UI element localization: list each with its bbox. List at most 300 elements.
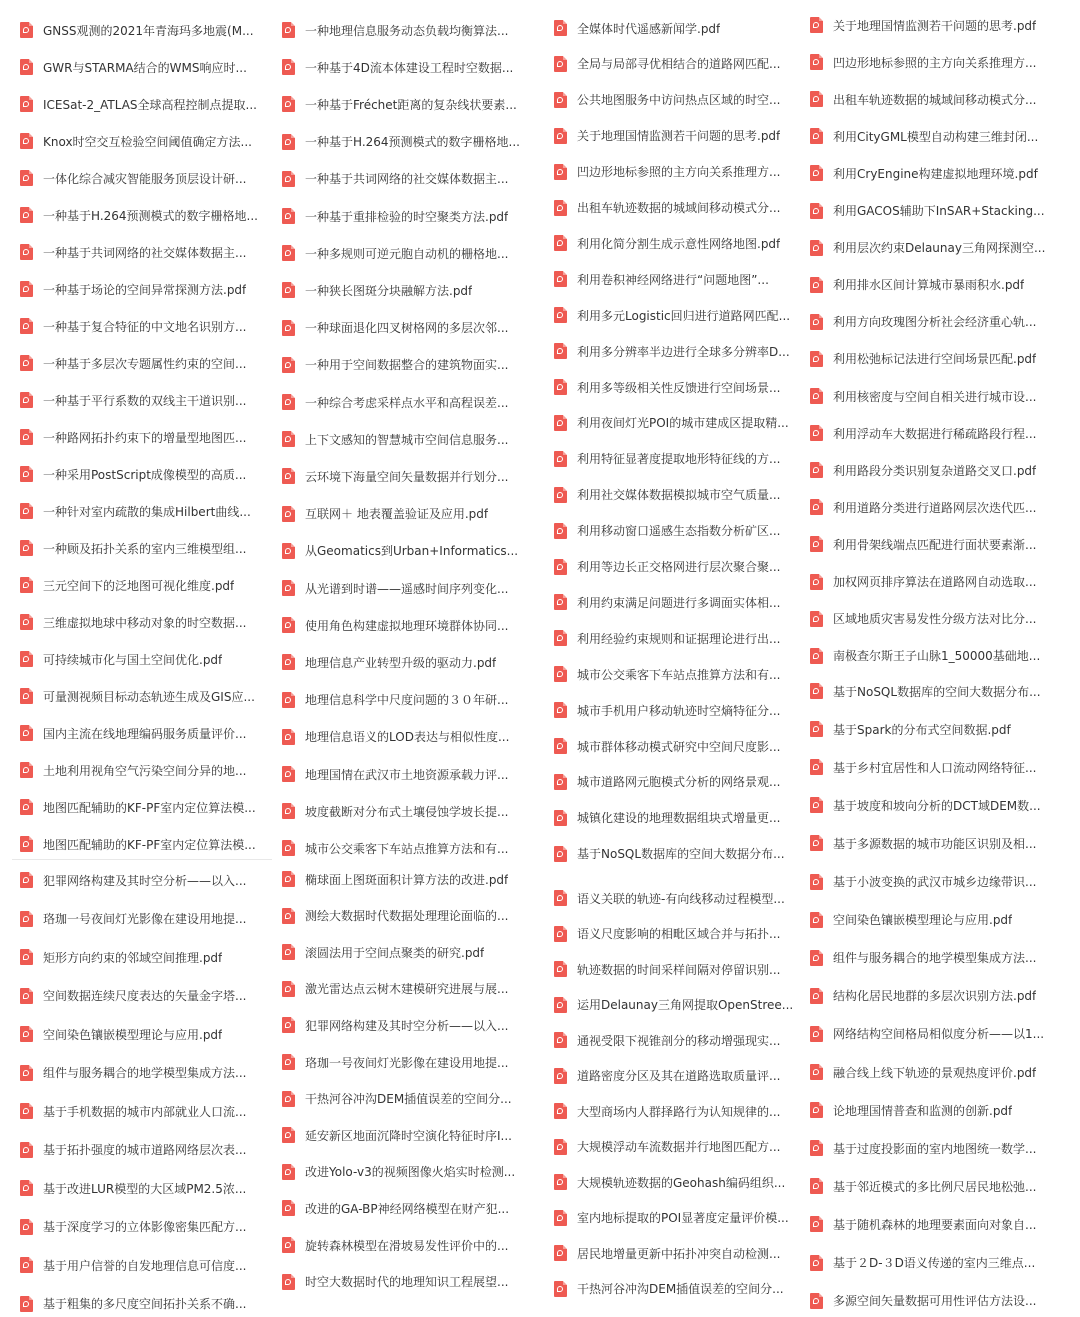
file-item[interactable]	[554, 15, 720, 41]
pdf-file-icon	[20, 799, 33, 815]
file-item[interactable]	[810, 716, 1011, 742]
file-item[interactable]	[554, 302, 790, 328]
file-item[interactable]	[554, 482, 780, 508]
file-item[interactable]	[810, 531, 1036, 557]
pdf-file-icon	[810, 314, 823, 330]
file-name: 一种基于复合特征的中文地名识别方...	[43, 319, 247, 334]
file-item[interactable]	[20, 54, 247, 80]
file-item[interactable]	[554, 1276, 784, 1302]
file-name: 空间染色镶嵌模型理论与应用.pdf	[833, 913, 1013, 928]
file-item[interactable]	[282, 976, 508, 1002]
file-item[interactable]	[282, 761, 508, 787]
pdf-file-icon	[20, 96, 33, 112]
pdf-file-icon	[810, 351, 823, 367]
file-item[interactable]	[554, 697, 780, 723]
file-item[interactable]	[20, 313, 246, 339]
file-name: 基于粗集的多尺度空间拓扑关系不确...	[43, 1297, 247, 1311]
pdf-file-icon	[554, 487, 567, 503]
file-item[interactable]	[282, 538, 518, 564]
file-item[interactable]	[282, 575, 508, 601]
pdf-file-icon	[282, 1017, 295, 1033]
file-item[interactable]	[810, 907, 1012, 933]
file-item[interactable]	[810, 792, 1041, 818]
file-item[interactable]	[282, 1012, 508, 1038]
file-name: 改进的GA-BP神经网络模型在财产犯...	[305, 1201, 510, 1216]
file-item[interactable]	[810, 494, 1036, 520]
file-item[interactable]	[20, 983, 246, 1009]
pdf-file-icon	[810, 1026, 823, 1042]
pdf-file-icon	[810, 835, 823, 851]
pdf-file-icon	[554, 1281, 567, 1297]
file-name: 矩形方向约束的邻域空间推理.pdf	[43, 950, 223, 965]
file-item[interactable]	[810, 457, 1036, 483]
file-item[interactable]	[20, 239, 246, 265]
pdf-file-icon	[282, 59, 295, 75]
file-item[interactable]	[282, 1159, 515, 1185]
file-item[interactable]	[554, 733, 780, 759]
file-item[interactable]	[554, 921, 780, 947]
file-item[interactable]	[282, 939, 484, 965]
pdf-file-icon	[554, 523, 567, 539]
file-item[interactable]	[20, 683, 255, 709]
file-item[interactable]	[554, 956, 780, 982]
file-name: 利用骨架线端点匹配进行面状要素渐...	[833, 537, 1037, 552]
file-name: 利用核密度与空间自相关进行城市设...	[833, 389, 1037, 404]
file-name: 基于小波变换的武汉市城乡边缘带识...	[833, 875, 1037, 889]
pdf-file-icon	[554, 1245, 567, 1261]
file-item[interactable]	[554, 51, 780, 77]
file-name: 一种基于重排检验的时空聚类方法.pdf	[305, 209, 509, 224]
file-item[interactable]	[282, 54, 513, 80]
file-item[interactable]	[554, 230, 780, 256]
file-item[interactable]	[810, 1097, 1012, 1123]
file-item[interactable]	[20, 1291, 246, 1317]
file-item[interactable]	[810, 346, 1036, 372]
file-item[interactable]	[282, 866, 508, 892]
file-item[interactable]	[282, 798, 508, 824]
pdf-file-icon	[20, 1180, 33, 1196]
pdf-file-icon	[810, 388, 823, 404]
pdf-file-icon	[282, 766, 295, 782]
file-item[interactable]	[810, 123, 1038, 149]
file-name: 融合线上线下轨迹的景观热度评价.pdf	[833, 1065, 1037, 1080]
file-item[interactable]	[20, 128, 252, 154]
file-name: 珞珈一号夜间灯光影像在建设用地提...	[305, 1055, 509, 1070]
file-item[interactable]	[554, 841, 785, 867]
file-name: 利用CryEngine构建虚拟地理环境.pdf	[833, 166, 1038, 181]
file-name: 土地利用视角空气污染空间分异的地...	[43, 763, 247, 778]
file-name: 干热河谷冲沟DEM插值误差的空间分...	[577, 1282, 784, 1296]
file-item[interactable]	[20, 906, 246, 932]
file-item[interactable]	[282, 389, 508, 415]
pdf-file-icon	[810, 425, 823, 441]
pdf-file-icon	[554, 1139, 567, 1155]
pdf-file-icon	[554, 630, 567, 646]
file-item[interactable]	[20, 794, 256, 820]
pdf-file-icon	[554, 1174, 567, 1190]
file-item[interactable]	[20, 276, 246, 302]
file-item[interactable]	[20, 165, 246, 191]
file-name: 利用约束满足问题进行多调面实体相...	[577, 595, 781, 610]
pdf-file-icon	[20, 540, 33, 556]
pdf-file-icon	[554, 890, 567, 906]
file-name: 从Geomatics到Urban+Informatics...	[305, 544, 519, 559]
file-item[interactable]	[282, 1269, 508, 1295]
file-name: 道路密度分区及其在道路选取质量评...	[577, 1069, 781, 1083]
pdf-file-icon	[282, 96, 295, 112]
file-item[interactable]	[20, 202, 258, 228]
file-item[interactable]	[810, 1021, 1044, 1047]
pdf-file-icon	[810, 874, 823, 890]
pdf-file-icon	[282, 1237, 295, 1253]
file-item[interactable]	[810, 1211, 1036, 1237]
file-item[interactable]	[282, 352, 508, 378]
file-item[interactable]	[282, 687, 508, 713]
file-name: 利用CityGML模型自动构建三维封闭...	[833, 129, 1039, 144]
file-name: 一种针对室内疏散的集成Hilbert曲线...	[43, 504, 251, 519]
file-name: 利用经验约束规则和证据理论进行出...	[577, 631, 781, 646]
file-item[interactable]	[554, 1063, 780, 1089]
pdf-file-icon	[20, 503, 33, 519]
file-item[interactable]	[554, 1027, 780, 1053]
pdf-file-icon	[20, 59, 33, 75]
file-name: 城市手机用户移动轨迹时空熵特征分...	[577, 703, 781, 718]
file-name: ICESat-2_ATLAS全球高程控制点提取...	[43, 97, 257, 112]
file-name: 空间染色镶嵌模型理论与应用.pdf	[43, 1027, 223, 1042]
file-name: 一种多规则可逆元胞自动机的栅格地...	[305, 246, 509, 261]
pdf-file-icon	[810, 950, 823, 966]
pdf-file-icon	[20, 318, 33, 334]
file-item[interactable]	[810, 569, 1036, 595]
pdf-file-icon	[282, 908, 295, 924]
file-item[interactable]	[810, 160, 1038, 186]
file-name: 利用特征显著度提取地形特征线的方...	[577, 452, 781, 467]
pdf-file-icon	[810, 128, 823, 144]
pdf-file-icon	[554, 1210, 567, 1226]
file-item[interactable]	[810, 606, 1036, 632]
file-name: 利用卷积神经网络进行“问题地图”...	[577, 272, 769, 287]
file-item[interactable]	[810, 945, 1036, 971]
file-item[interactable]	[20, 535, 246, 561]
file-item[interactable]	[20, 498, 251, 524]
pdf-file-icon	[810, 797, 823, 813]
pdf-file-icon	[20, 466, 33, 482]
file-item[interactable]	[810, 420, 1036, 446]
pdf-file-icon	[554, 738, 567, 754]
pdf-file-icon	[20, 836, 33, 852]
pdf-file-icon	[554, 415, 567, 431]
file-name: 利用GACOS辅助下InSAR+Stacking...	[833, 204, 1045, 218]
file-item[interactable]	[282, 903, 508, 929]
pdf-file-icon	[282, 22, 295, 38]
file-name: 利用松弛标记法进行空间场景匹配.pdf	[833, 352, 1037, 367]
file-item[interactable]	[810, 198, 1045, 224]
file-item[interactable]	[20, 720, 246, 746]
file-item[interactable]	[20, 1252, 246, 1278]
file-name: 关于地理国情监测若干问题的思考.pdf	[833, 18, 1037, 33]
file-item[interactable]	[20, 1214, 246, 1240]
file-item[interactable]	[20, 350, 246, 376]
file-item[interactable]	[282, 17, 508, 43]
pdf-file-icon	[810, 721, 823, 737]
file-item[interactable]	[810, 983, 1036, 1009]
file-item[interactable]	[554, 338, 790, 364]
file-item[interactable]	[554, 195, 780, 221]
file-item[interactable]	[554, 446, 780, 472]
pdf-file-icon	[554, 702, 567, 718]
file-item[interactable]	[810, 383, 1036, 409]
pdf-file-icon	[810, 988, 823, 1004]
file-name: 全媒体时代遥感新闻学.pdf	[577, 21, 721, 36]
file-item[interactable]	[554, 805, 780, 831]
pdf-file-icon	[554, 343, 567, 359]
file-item[interactable]	[20, 1060, 246, 1086]
pdf-file-icon	[20, 1296, 33, 1312]
pdf-file-icon	[20, 429, 33, 445]
file-item[interactable]	[282, 649, 496, 675]
pdf-file-icon	[282, 1054, 295, 1070]
file-item[interactable]	[282, 129, 520, 155]
pdf-file-icon	[20, 872, 33, 888]
file-item[interactable]	[20, 572, 234, 598]
file-name: 通视受限下视锥剖分的移动增强现实...	[577, 1033, 781, 1048]
pdf-file-icon	[282, 580, 295, 596]
file-name: 城镇化建设的地理数据组块式增量更...	[577, 811, 781, 826]
pdf-file-icon	[282, 1127, 295, 1143]
file-name: 论地理国情普查和监测的创新.pdf	[833, 1103, 1013, 1118]
file-item[interactable]	[20, 17, 254, 43]
file-item[interactable]	[554, 1134, 780, 1160]
file-name: 凹边形地标参照的主方向关系推理方...	[577, 165, 781, 180]
pdf-file-icon	[282, 134, 295, 150]
file-name: 互联网＋ 地表覆盖验证及应用.pdf	[305, 507, 489, 522]
file-name: 坡度截断对分布式土壤侵蚀学坡长提...	[305, 804, 509, 819]
file-item[interactable]	[554, 159, 780, 185]
file-name: 地理国情在武汉市土地资源承载力评...	[305, 767, 509, 782]
pdf-file-icon	[554, 307, 567, 323]
file-item[interactable]	[282, 1122, 512, 1148]
file-item[interactable]	[810, 49, 1036, 75]
file-item[interactable]	[810, 1250, 1035, 1276]
file-name: 室内地标提取的POI显著度定量评价模...	[577, 1211, 789, 1225]
file-name: 城市群体移动模式研究中空间尺度影...	[577, 739, 781, 754]
file-name: 利用方向玫瑰图分析社会经济重心轨...	[833, 315, 1037, 330]
file-item[interactable]	[810, 643, 1040, 669]
file-item[interactable]	[810, 678, 1041, 704]
file-item[interactable]	[282, 1086, 512, 1112]
file-name: 旋转森林模型在滑坡易发性评价中的...	[305, 1238, 509, 1253]
file-item[interactable]	[810, 12, 1036, 38]
pdf-file-icon	[282, 944, 295, 960]
file-item[interactable]	[554, 1205, 789, 1231]
file-item[interactable]	[554, 885, 785, 911]
file-name: 地图匹配辅助的KF-PF室内定位算法模...	[43, 800, 256, 815]
pdf-file-icon	[282, 431, 295, 447]
file-name: 珞珈一号夜间灯光影像在建设用地提...	[43, 912, 247, 926]
file-name: 一种基于场论的空间异常探测方法.pdf	[43, 282, 247, 297]
pdf-file-icon	[20, 207, 33, 223]
file-item[interactable]	[20, 831, 256, 857]
pdf-file-icon	[20, 1219, 33, 1235]
file-item[interactable]	[554, 123, 780, 149]
file-item[interactable]	[810, 1288, 1036, 1314]
pdf-file-icon	[20, 1065, 33, 1081]
file-item[interactable]	[282, 501, 488, 527]
file-item[interactable]	[20, 461, 246, 487]
file-item[interactable]	[554, 518, 780, 544]
file-item[interactable]	[554, 87, 780, 113]
file-name: 三维虚拟地球中移动对象的时空数据...	[43, 615, 247, 630]
file-item[interactable]	[554, 1098, 780, 1124]
pdf-file-icon	[810, 499, 823, 515]
file-name: 一种用于空间数据整合的建筑物面实...	[305, 358, 509, 373]
file-item[interactable]	[282, 91, 517, 117]
file-name: 地图匹配辅助的KF-PF室内定位算法模...	[43, 837, 256, 852]
file-name: 区域地质灾害易发性分级方法对比分...	[833, 612, 1037, 627]
file-item[interactable]	[20, 1175, 246, 1201]
file-item[interactable]	[554, 410, 789, 436]
pdf-file-icon	[554, 559, 567, 575]
file-name: 一种顾及拓扑关系的室内三维模型组...	[43, 541, 247, 556]
file-item[interactable]	[282, 1195, 509, 1221]
file-name: 一种基于共词网络的社交媒体数据主...	[43, 245, 247, 260]
file-name: 可量测视频目标动态轨迹生成及GIS应...	[43, 689, 255, 704]
file-item[interactable]	[20, 867, 246, 893]
file-name: 延安新区地面沉降时空演化特征时序I...	[305, 1128, 512, 1143]
file-name: 一种基于H.264预测模式的数字栅格地...	[305, 135, 520, 150]
file-name: 地理信息语义的LOD表达与相似性度...	[305, 730, 510, 745]
file-name: 一种基于4D流本体建设工程时空数据...	[305, 60, 514, 75]
file-item[interactable]	[282, 724, 509, 750]
file-name: 一种基于Fréchet距离的复杂线状要素...	[305, 97, 517, 112]
file-name: 利用层次约束Delaunay三角网探测空...	[833, 241, 1046, 256]
file-item[interactable]	[20, 1098, 246, 1124]
pdf-file-icon	[20, 762, 33, 778]
file-item[interactable]	[20, 944, 222, 970]
pdf-file-icon	[810, 462, 823, 478]
pdf-file-icon	[554, 379, 567, 395]
file-item[interactable]	[282, 203, 508, 229]
pdf-file-icon	[20, 614, 33, 630]
pdf-file-icon	[282, 840, 295, 856]
file-name: 云环境下海量空间矢量数据并行划分...	[305, 469, 509, 484]
file-item[interactable]	[810, 86, 1036, 112]
file-name: 一种狭长图斑分块融解方法.pdf	[305, 283, 473, 298]
pdf-file-icon	[282, 803, 295, 819]
file-item[interactable]	[810, 1135, 1036, 1161]
pdf-file-icon	[282, 357, 295, 373]
file-item[interactable]	[20, 757, 246, 783]
pdf-file-icon	[554, 774, 567, 790]
file-name: 基于手机数据的城市内部就业人口流...	[43, 1104, 247, 1119]
file-name: 时空大数据时代的地理知识工程展望...	[305, 1275, 509, 1290]
file-name: 基于深度学习的立体影像密集匹配方...	[43, 1220, 247, 1234]
file-item[interactable]	[554, 769, 780, 795]
file-item[interactable]	[810, 754, 1036, 780]
file-name: 干热河谷冲沟DEM插值误差的空间分...	[305, 1092, 512, 1107]
pdf-file-icon	[282, 1200, 295, 1216]
pdf-file-icon	[810, 536, 823, 552]
file-item[interactable]	[282, 240, 508, 266]
file-item[interactable]	[282, 315, 508, 341]
file-name: 利用路段分类识别复杂道路交叉口.pdf	[833, 463, 1037, 478]
file-item[interactable]	[554, 1169, 785, 1195]
pdf-file-icon	[282, 654, 295, 670]
file-item[interactable]	[554, 374, 780, 400]
file-name: 改进Yolo-v3的视频图像火焰实时检测...	[305, 1165, 516, 1180]
file-item[interactable]	[554, 661, 780, 687]
pdf-file-icon	[554, 200, 567, 216]
file-item[interactable]	[554, 266, 769, 292]
pdf-file-icon	[554, 128, 567, 144]
file-item[interactable]	[20, 424, 246, 450]
divider	[12, 859, 272, 860]
file-item[interactable]	[810, 830, 1036, 856]
file-item[interactable]	[20, 1021, 222, 1047]
file-item[interactable]	[554, 589, 780, 615]
file-name: 利用排水区间计算城市暴雨积水.pdf	[833, 278, 1025, 293]
file-item[interactable]	[554, 625, 780, 651]
file-name: 地理信息科学中尺度问题的３０年研...	[305, 693, 509, 708]
file-name: 组件与服务耦合的地学模型集成方法...	[833, 951, 1037, 966]
pdf-file-icon	[810, 277, 823, 293]
file-item[interactable]	[810, 235, 1045, 261]
file-name: 一体化综合减灾智能服务顶层设计研...	[43, 171, 247, 186]
pdf-file-icon	[282, 1164, 295, 1180]
file-item[interactable]	[554, 992, 793, 1018]
file-name: 多源空间矢量数据可用性评估方法设...	[833, 1294, 1037, 1309]
file-name: 地理信息产业转型升级的驱动力.pdf	[305, 655, 497, 670]
pdf-file-icon	[20, 355, 33, 371]
file-item[interactable]	[282, 1232, 508, 1258]
file-item[interactable]	[282, 166, 508, 192]
file-item[interactable]	[282, 277, 472, 303]
file-item[interactable]	[282, 426, 508, 452]
file-name: 出租车轨迹数据的城域间移动模式分...	[833, 92, 1037, 107]
pdf-file-icon	[282, 171, 295, 187]
file-item[interactable]	[810, 869, 1036, 895]
file-item[interactable]	[282, 612, 508, 638]
file-item[interactable]	[810, 1059, 1036, 1085]
file-name: Knox时空交互检验空间阈值确定方法...	[43, 134, 252, 149]
file-name: 大规模浮动车流数据并行地图匹配方...	[577, 1140, 781, 1154]
file-item[interactable]	[20, 387, 246, 413]
file-name: 利用浮动车大数据进行稀疏路段行程...	[833, 426, 1037, 441]
pdf-file-icon	[282, 394, 295, 410]
file-item[interactable]	[810, 272, 1024, 298]
file-item[interactable]	[282, 835, 508, 861]
file-name: 一种基于平行系数的双线主干道识别...	[43, 393, 247, 408]
file-item[interactable]	[282, 463, 508, 489]
file-item[interactable]	[810, 309, 1036, 335]
file-item[interactable]	[20, 609, 246, 635]
file-item[interactable]	[20, 646, 222, 672]
file-name: 网络结构空间格局相似度分析——以1...	[833, 1027, 1045, 1042]
file-name: 滚圆法用于空间点聚类的研究.pdf	[305, 945, 485, 960]
file-item[interactable]	[20, 1137, 246, 1163]
file-item[interactable]	[554, 1240, 780, 1266]
file-item[interactable]	[554, 554, 780, 580]
pdf-file-icon	[554, 235, 567, 251]
file-name: 空间数据连续尺度表达的矢量金字塔...	[43, 989, 247, 1003]
file-item[interactable]	[20, 91, 257, 117]
pdf-file-icon	[20, 281, 33, 297]
pdf-file-icon	[810, 1102, 823, 1118]
file-item[interactable]	[282, 1049, 508, 1075]
file-name: 南极查尔斯王子山脉1_50000基础地...	[833, 649, 1041, 664]
file-name: 一种采用PostScript成像模型的高质...	[43, 467, 247, 482]
file-item[interactable]	[810, 1173, 1036, 1199]
